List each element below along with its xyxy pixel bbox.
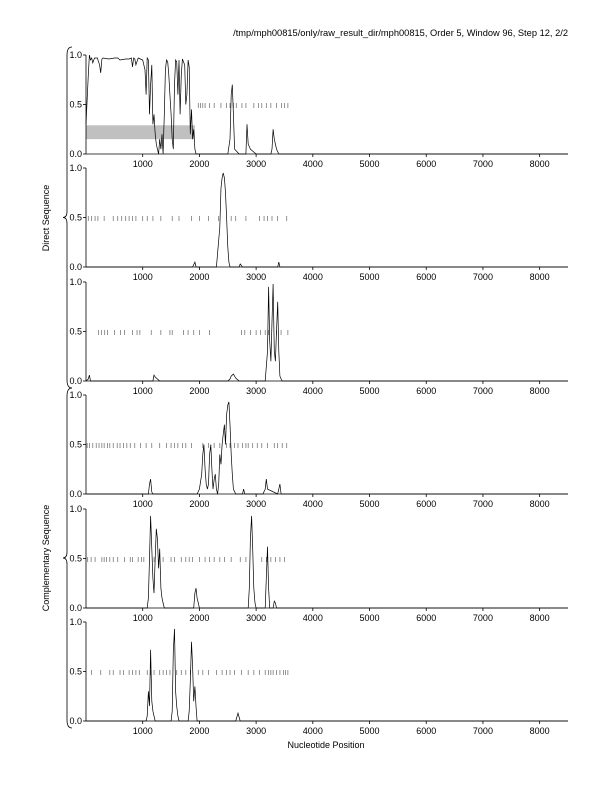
- complementary-sequence-label: Complementary Sequence: [41, 504, 51, 612]
- x-tick-label: 4000: [302, 499, 323, 509]
- y-tick-label: 0.0: [69, 376, 82, 386]
- x-tick-label: 2000: [189, 613, 210, 623]
- x-tick-label: 4000: [302, 159, 323, 169]
- x-tick-label: 5000: [359, 726, 380, 736]
- x-tick-label: 1000: [132, 272, 153, 282]
- x-tick-label: 3000: [246, 613, 267, 623]
- x-tick-label: 8000: [529, 499, 550, 509]
- y-tick-label: 0.0: [69, 262, 82, 272]
- series-line: [86, 402, 568, 494]
- x-tick-label: 1000: [132, 613, 153, 623]
- x-tick-label: 1000: [132, 159, 153, 169]
- x-tick-label: 2000: [189, 726, 210, 736]
- x-tick-label: 2000: [189, 272, 210, 282]
- panel-1: [69, 50, 568, 169]
- x-tick-label: 5000: [359, 159, 380, 169]
- y-tick-label: 1.0: [69, 163, 82, 173]
- y-tick-label: 0.5: [69, 553, 82, 564]
- x-tick-label: 6000: [416, 726, 437, 736]
- x-tick-label: 8000: [529, 386, 550, 396]
- y-tick-label: 0.0: [69, 149, 82, 159]
- panel-3: [69, 277, 568, 396]
- x-tick-label: 3000: [246, 272, 267, 282]
- x-tick-label: 8000: [529, 272, 550, 282]
- x-tick-label: 4000: [302, 613, 323, 623]
- y-tick-label: 0.0: [69, 603, 82, 613]
- panels: [69, 50, 568, 736]
- y-tick-label: 1.0: [69, 390, 82, 400]
- panel-2: [69, 163, 568, 282]
- x-tick-label: 7000: [472, 159, 493, 169]
- series-line: [86, 173, 568, 267]
- x-tick-label: 8000: [529, 159, 550, 169]
- panel-6: [69, 617, 568, 736]
- x-tick-label: 4000: [302, 386, 323, 396]
- x-tick-label: 1000: [132, 386, 153, 396]
- x-tick-label: 2000: [189, 499, 210, 509]
- y-tick-label: 0.5: [69, 326, 82, 337]
- x-tick-label: 7000: [472, 726, 493, 736]
- y-tick-label: 1.0: [69, 504, 82, 514]
- series-line: [86, 516, 568, 608]
- panel-4: [69, 390, 568, 509]
- x-tick-label: 2000: [189, 386, 210, 396]
- direct-sequence-label: Direct Sequence: [41, 184, 51, 252]
- x-tick-label: 8000: [529, 726, 550, 736]
- x-tick-label: 5000: [359, 499, 380, 509]
- x-tick-label: 7000: [472, 499, 493, 509]
- x-tick-label: 7000: [472, 386, 493, 396]
- y-tick-label: 1.0: [69, 277, 82, 287]
- x-tick-label: 3000: [246, 386, 267, 396]
- y-tick-label: 1.0: [69, 617, 82, 627]
- x-axis-label: Nucleotide Position: [287, 740, 365, 750]
- y-tick-label: 0.0: [69, 716, 82, 726]
- x-tick-label: 7000: [472, 613, 493, 623]
- x-tick-label: 7000: [472, 272, 493, 282]
- x-tick-label: 3000: [246, 499, 267, 509]
- gray-band: [86, 125, 195, 139]
- panel-5: [69, 504, 568, 623]
- x-tick-label: 6000: [416, 499, 437, 509]
- x-tick-label: 6000: [416, 613, 437, 623]
- y-tick-label: 0.5: [69, 212, 82, 223]
- x-tick-label: 1000: [132, 726, 153, 736]
- x-tick-label: 8000: [529, 613, 550, 623]
- x-tick-label: 3000: [246, 159, 267, 169]
- y-tick-label: 0.0: [69, 489, 82, 499]
- x-tick-label: 6000: [416, 272, 437, 282]
- x-tick-label: 6000: [416, 386, 437, 396]
- y-tick-label: 1.0: [69, 50, 82, 60]
- x-tick-label: 2000: [189, 159, 210, 169]
- x-tick-label: 5000: [359, 386, 380, 396]
- y-tick-label: 0.5: [69, 439, 82, 450]
- x-tick-label: 4000: [302, 272, 323, 282]
- x-tick-label: 5000: [359, 613, 380, 623]
- series-line: [86, 629, 568, 721]
- y-tick-label: 0.5: [69, 99, 82, 110]
- x-tick-label: 6000: [416, 159, 437, 169]
- figure-title: /tmp/mph00815/only/raw_result_dir/mph00815, Order 5, Window 96, Step 12, 2/2: [233, 28, 568, 38]
- x-tick-label: 3000: [246, 726, 267, 736]
- x-tick-label: 1000: [132, 499, 153, 509]
- y-tick-label: 0.5: [69, 666, 82, 677]
- x-tick-label: 4000: [302, 726, 323, 736]
- series-line: [86, 284, 568, 381]
- x-tick-label: 5000: [359, 272, 380, 282]
